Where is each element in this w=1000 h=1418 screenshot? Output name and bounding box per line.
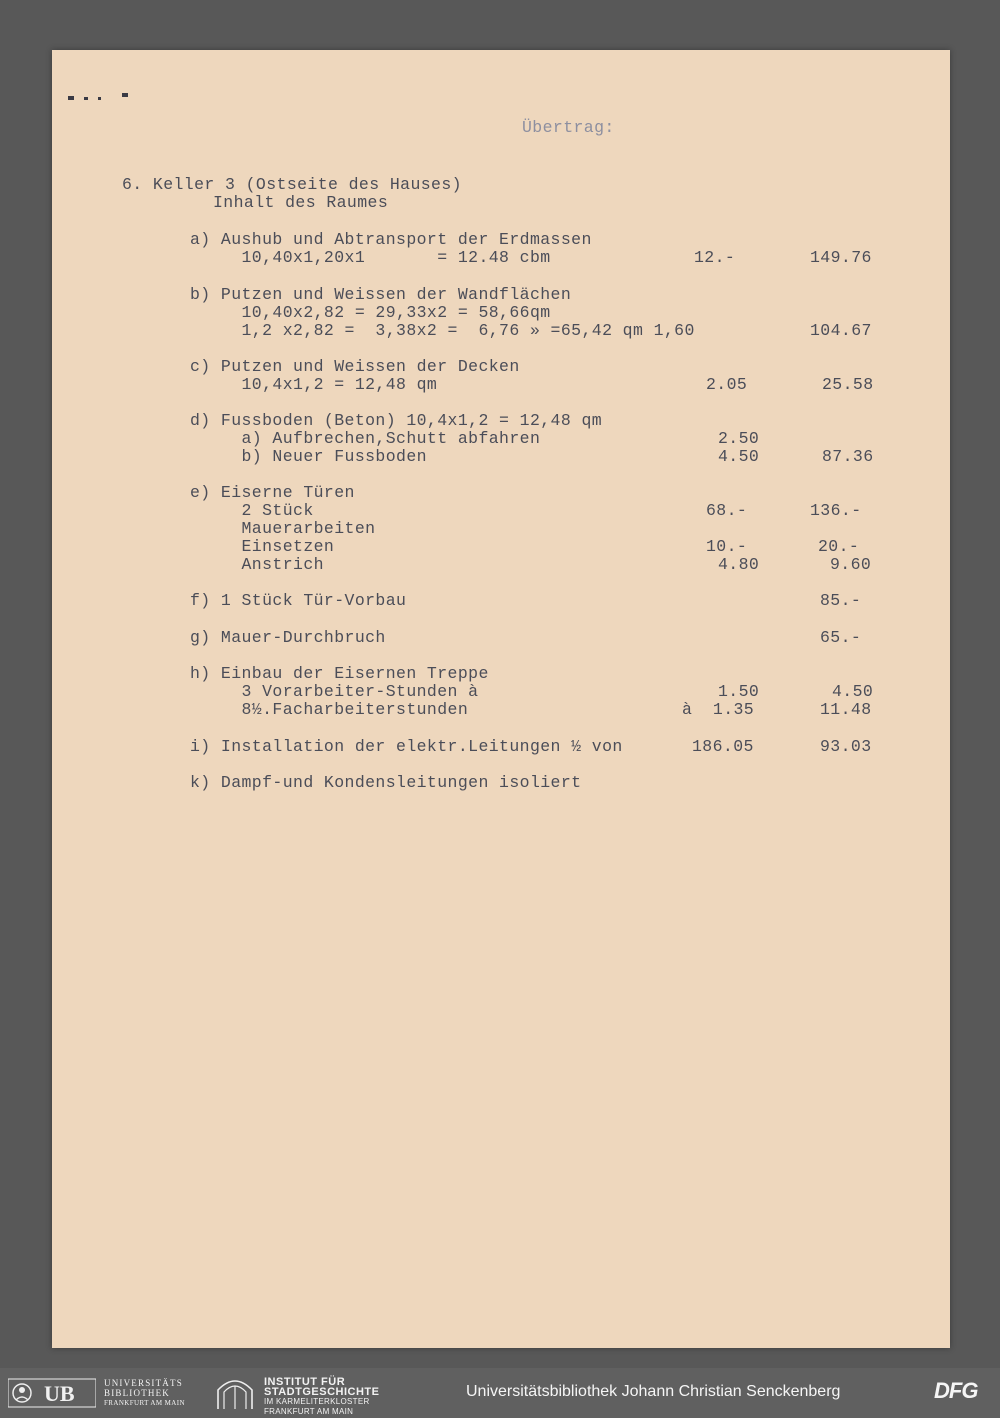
isg-line-4: FRANKFURT AM MAIN: [264, 1407, 354, 1416]
ub-badge-text: UB: [44, 1381, 75, 1406]
isg-line-2: STADTGESCHICHTE: [264, 1386, 380, 1398]
item-e-einsetzen-price: 10.-: [706, 537, 748, 556]
section-subheading: Inhalt des Raumes: [213, 193, 389, 212]
item-c-title: c) Putzen und Weissen der Decken: [190, 357, 520, 376]
item-k-title: k) Dampf-und Kondensleitungen isoliert: [190, 773, 582, 792]
item-e-anstrich-price: 4.80: [718, 555, 760, 574]
item-h-vorarbeiter-price: 1.50: [718, 682, 760, 701]
item-g-total: 65.-: [820, 628, 862, 647]
item-g-title: g) Mauer-Durchbruch: [190, 628, 386, 647]
item-d-total: 87.36: [822, 447, 874, 466]
item-h-facharbeiter-total: 11.48: [820, 700, 872, 719]
ub-line-1: UNIVERSITÄTS: [104, 1378, 183, 1388]
item-c-price: 2.05: [706, 375, 748, 394]
carry-over-label: Übertrag:: [522, 118, 615, 137]
isg-logo[interactable]: [214, 1376, 414, 1416]
item-e-stueck-price: 68.-: [706, 501, 748, 520]
footer-library-name[interactable]: Universitätsbibliothek Johann Christian Senckenberg: [466, 1383, 841, 1400]
item-e-title: e) Eiserne Türen: [190, 483, 355, 502]
item-d-sub-a: a) Aufbrechen,Schutt abfahren: [190, 429, 541, 448]
item-a-price: 12.-: [694, 248, 736, 267]
section-heading: 6. Keller 3 (Ostseite des Hauses): [122, 175, 462, 194]
item-d-sub-a-price: 2.50: [718, 429, 760, 448]
item-e-stueck: 2 Stück: [190, 501, 314, 520]
item-f-total: 85.-: [820, 591, 862, 610]
item-h-title: h) Einbau der Eisernen Treppe: [190, 664, 489, 683]
ub-line-2: BIBLIOTHEK: [104, 1388, 170, 1398]
item-b-title: b) Putzen und Weissen der Wandflächen: [190, 285, 572, 304]
footer-bar: [0, 1368, 1000, 1418]
item-c-total: 25.58: [822, 375, 874, 394]
item-e-anstrich: Anstrich: [190, 555, 324, 574]
item-i-total: 93.03: [820, 737, 872, 756]
ub-line-3: FRANKFURT AM MAIN: [104, 1399, 185, 1407]
item-e-einsetzen-total: 20.-: [818, 537, 860, 556]
isg-line-1: INSTITUT FÜR: [264, 1376, 346, 1388]
dfg-logo[interactable]: DFG: [934, 1378, 978, 1403]
item-h-vorarbeiter-total: 4.50: [832, 682, 874, 701]
isg-arch-icon: [214, 1376, 256, 1410]
item-a-title: a) Aushub und Abtransport der Erdmassen: [190, 230, 592, 249]
item-d-title: d) Fussboden (Beton) 10,4x1,2 = 12,48 qm: [190, 411, 603, 430]
isg-text: [264, 1377, 379, 1417]
item-e-mauerarbeiten: Mauerarbeiten: [190, 519, 376, 538]
item-d-sub-b: b) Neuer Fussboden: [190, 447, 427, 466]
item-a-total: 149.76: [810, 248, 872, 267]
item-e-stueck-total: 136.-: [810, 501, 862, 520]
ub-text: [104, 1378, 204, 1408]
item-b-calc-1: 10,40x2,82 = 29,33x2 = 58,66qm: [190, 303, 551, 322]
item-h-facharbeiter: 8½.Facharbeiterstunden: [190, 700, 469, 719]
item-b-calc-2: 1,2 x2,82 = 3,38x2 = 6,76 » =65,42 qm 1,60: [190, 321, 695, 340]
item-h-facharbeiter-price: à 1.35: [682, 700, 755, 719]
item-e-einsetzen: Einsetzen: [190, 537, 335, 556]
isg-line-3: IM KARMELITERKLOSTER: [264, 1397, 370, 1406]
item-i-title: i) Installation der elektr.Leitungen ½ von: [190, 737, 623, 756]
item-f-title: f) 1 Stück Tür-Vorbau: [190, 591, 407, 610]
item-h-vorarbeiter: 3 Vorarbeiter-Stunden à: [190, 682, 479, 701]
item-b-total: 104.67: [810, 321, 872, 340]
item-a-calc: 10,40x1,20x1 = 12.48 cbm: [190, 248, 551, 267]
item-c-calc: 10,4x1,2 = 12,48 qm: [190, 375, 438, 394]
item-d-sub-b-price: 4.50: [718, 447, 760, 466]
item-e-anstrich-total: 9.60: [830, 555, 872, 574]
ub-logo[interactable]: [8, 1376, 204, 1410]
item-i-base: 186.05: [692, 737, 754, 756]
ink-mark-icon: [68, 90, 130, 104]
